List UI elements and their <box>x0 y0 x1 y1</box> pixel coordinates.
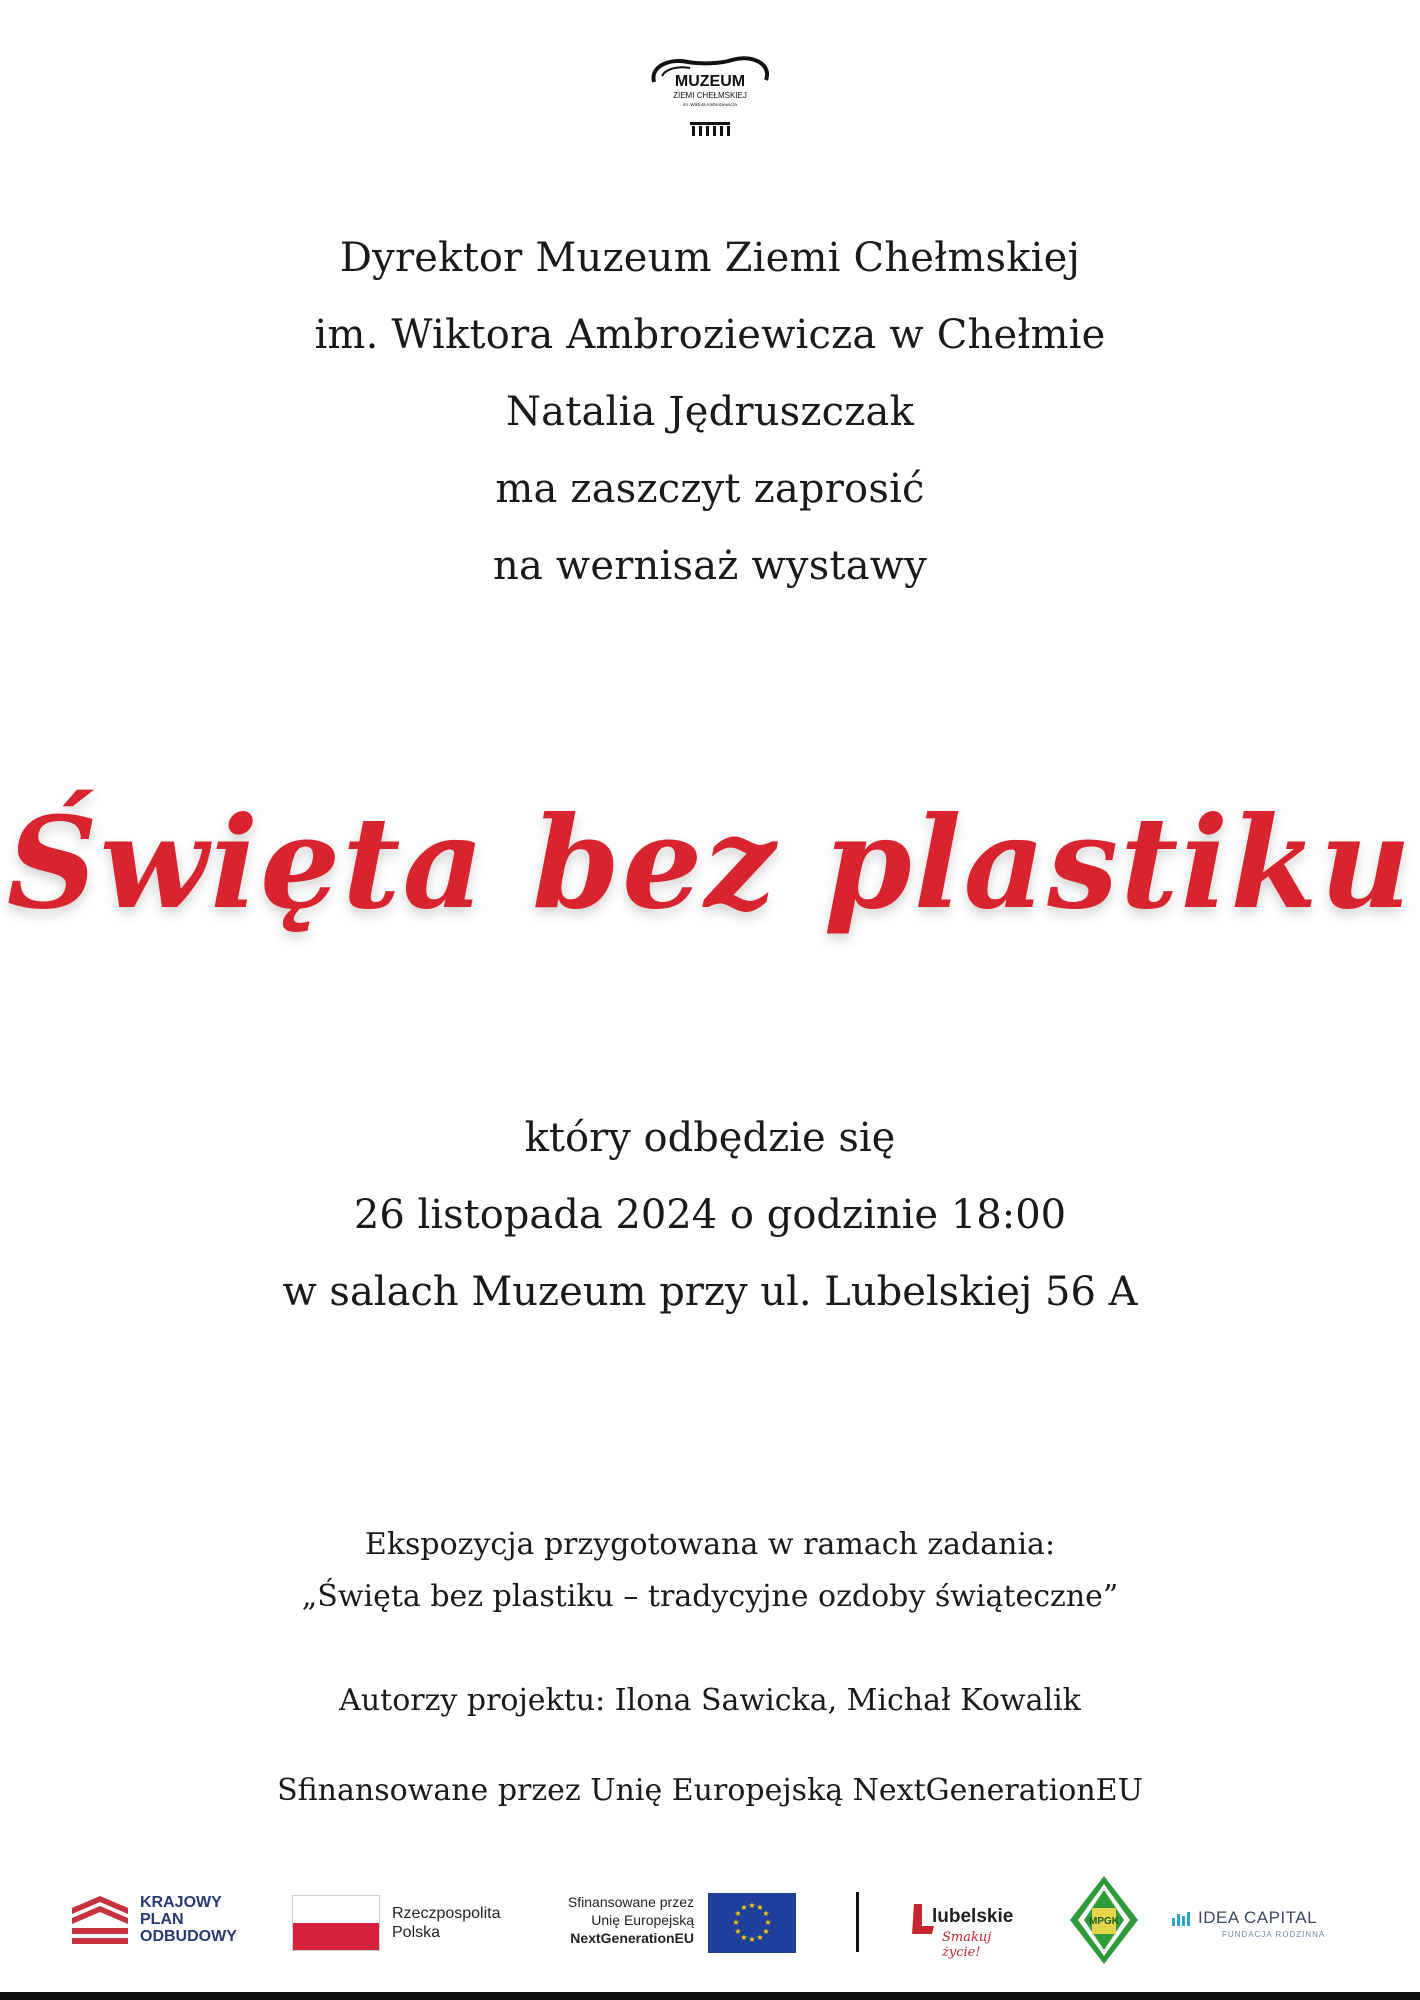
museum-logo-word: MUZEUM <box>674 73 746 90</box>
eu-stars-icon <box>708 1893 796 1953</box>
mpgk-diamond-icon <box>1068 1874 1140 1966</box>
svg-text:★: ★ <box>762 1927 770 1936</box>
idea-capital-name: IDEA CAPITAL <box>1198 1908 1318 1927</box>
rp-label-line: Rzeczpospolita <box>392 1905 501 1922</box>
event-date-time: 26 listopada 2024 o godzinie 18:00 <box>353 1192 1067 1238</box>
event-line-intro: który odbędzie się <box>524 1115 896 1161</box>
svg-text:★: ★ <box>762 1909 770 1918</box>
intro-line-museum-name: im. Wiktora Ambroziewicza w Chełmie <box>314 312 1106 358</box>
mpgk-label: MPGK <box>1089 1916 1119 1927</box>
svg-text:★: ★ <box>756 1933 764 1942</box>
museum-logo <box>640 52 780 138</box>
eu-label-line: NextGenerationEU <box>570 1930 694 1946</box>
eu-label-line: Unię Europejską <box>591 1912 694 1928</box>
mpgk-logo <box>1068 1874 1140 1966</box>
logo-divider <box>856 1892 859 1952</box>
rp-label <box>392 1904 501 1942</box>
kpo-label-line: ODBUDOWY <box>140 1928 237 1945</box>
svg-text:★: ★ <box>734 1927 742 1936</box>
event-location: w salach Muzeum przy ul. Lubelskiej 56 A <box>282 1269 1138 1315</box>
kpo-mark-icon <box>72 1894 128 1950</box>
museum-logo-subtitle: ZIEMI CHEŁMSKIEJ <box>673 91 747 100</box>
lubelskie-logo <box>910 1896 1020 1960</box>
svg-text:★: ★ <box>740 1903 748 1912</box>
kpo-logo <box>72 1890 262 1950</box>
svg-text:★: ★ <box>734 1909 742 1918</box>
project-authors: Autorzy projektu: Ilona Sawicka, Michał Kowalik <box>339 1683 1081 1718</box>
svg-text:★: ★ <box>732 1918 740 1927</box>
poland-flag-icon <box>292 1895 380 1951</box>
svg-text:★: ★ <box>740 1933 748 1942</box>
kpo-label-line: KRAJOWY <box>140 1894 222 1911</box>
rp-label-line: Polska <box>392 1924 441 1941</box>
museum-logo-graphic <box>640 52 780 138</box>
exhibition-title: Święta bez plastiku <box>6 789 1414 937</box>
museum-logo-small: im. Wiktora Ambroziewicza <box>683 102 737 107</box>
eu-funding-label <box>540 1893 694 1947</box>
intro-line-director-name: Natalia Jędruszczak <box>505 389 915 435</box>
kpo-label <box>140 1894 237 1945</box>
lubelskie-tagline: Smakuj życie! <box>942 1930 992 1960</box>
expo-task-name: „Święta bez plastiku – tradycyjne ozdoby świąteczne” <box>301 1579 1119 1614</box>
svg-text:★: ★ <box>756 1903 764 1912</box>
intro-line-director: Dyrektor Muzeum Ziemi Chełmskiej <box>339 235 1081 281</box>
svg-text:★: ★ <box>764 1918 772 1927</box>
idea-bars-icon <box>1172 1910 1194 1926</box>
bottom-border <box>0 1992 1420 2000</box>
eu-flag-icon <box>708 1893 796 1953</box>
svg-text:★: ★ <box>748 1935 756 1944</box>
eu-label-line: Sfinansowane przez <box>567 1894 694 1910</box>
kpo-label-line: PLAN <box>140 1911 184 1928</box>
funding-note: Sfinansowane przez Unię Europejską NextGenerationEU <box>277 1773 1143 1808</box>
expo-line: Ekspozycja przygotowana w ramach zadania: <box>364 1527 1056 1562</box>
intro-line-vernissage: na wernisaż wystawy <box>493 543 927 589</box>
idea-capital-sub: FUNDACJA RODZINNA <box>1222 1930 1326 1939</box>
idea-capital-logo <box>1172 1908 1342 1948</box>
svg-text:★: ★ <box>748 1901 756 1910</box>
lubelskie-name: lubelskie <box>932 1906 1014 1927</box>
intro-line-honor: ma zaszczyt zaprosić <box>495 466 925 512</box>
